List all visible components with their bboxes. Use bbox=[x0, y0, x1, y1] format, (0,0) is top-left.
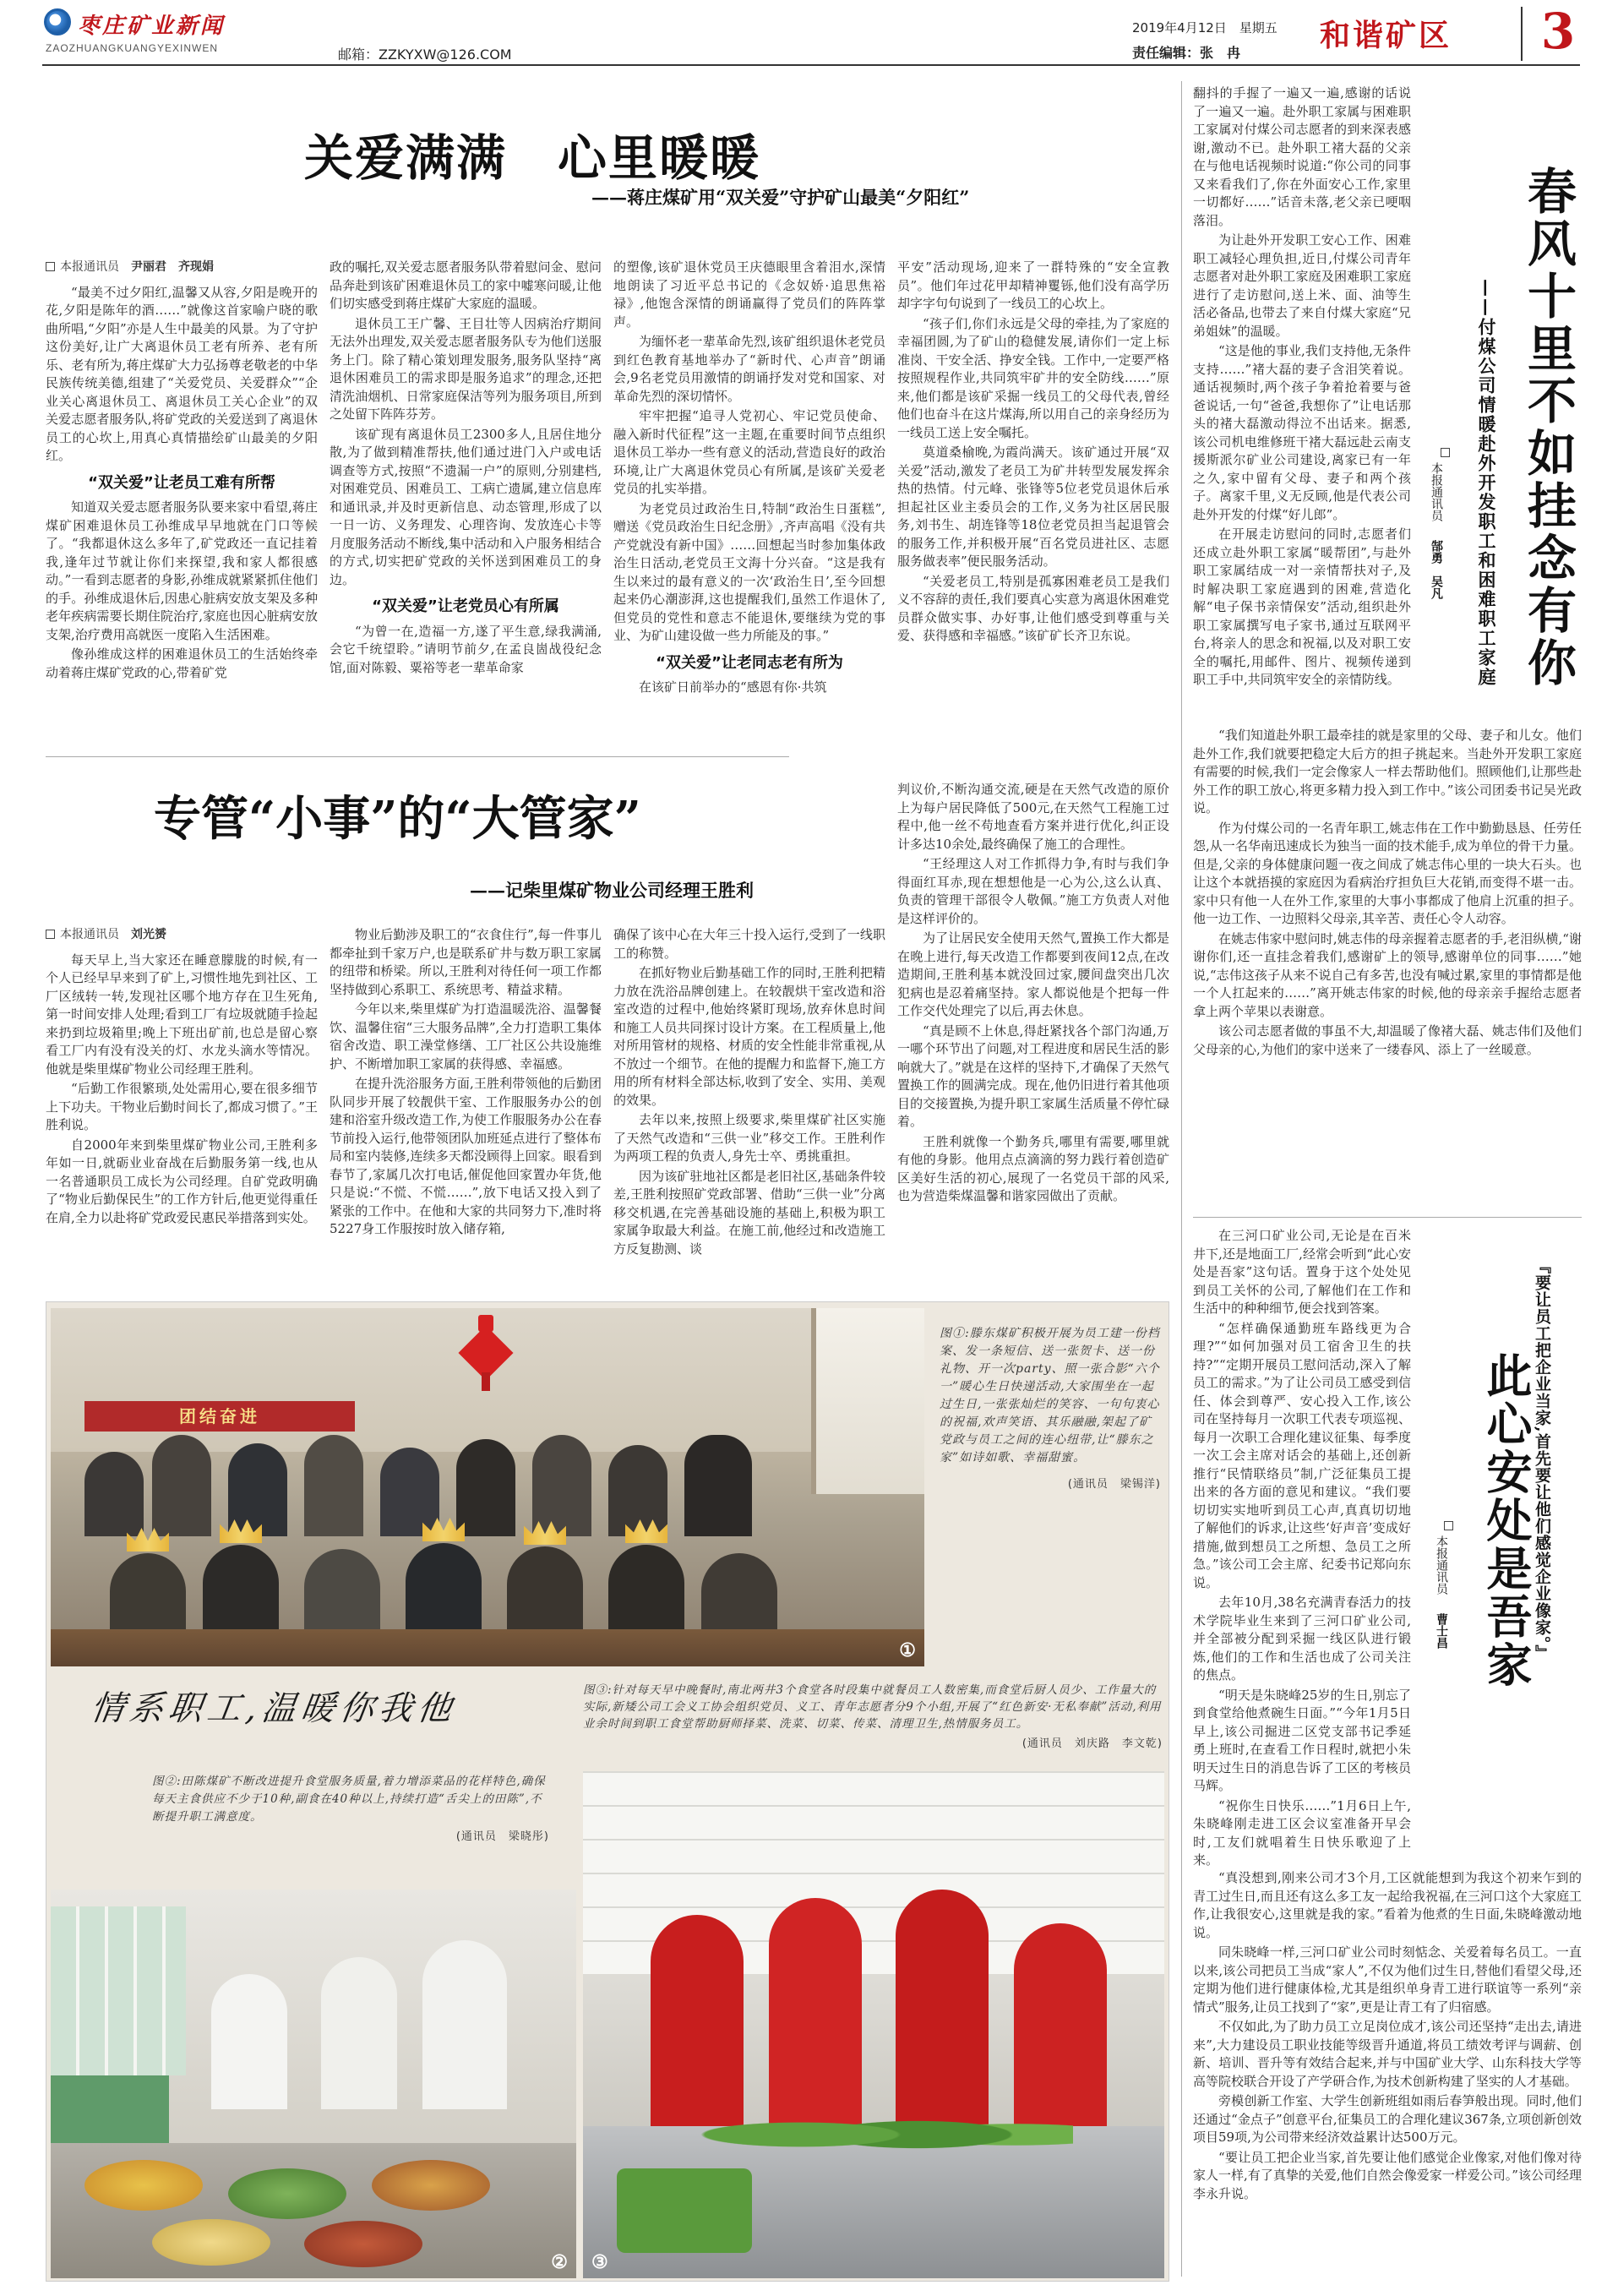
issue-date: 2019年4月12日 星期五 bbox=[1132, 20, 1278, 35]
paragraph: 去年10月,38名充满青春活力的技术学院毕业生来到了三河口矿业公司,并全部被分配到采掘一线区队进行锻炼,他们的工作和生活也成了公司关注的焦点。 bbox=[1193, 1595, 1411, 1682]
cook-figure bbox=[321, 1957, 397, 2109]
article1-col1 bbox=[46, 259, 318, 749]
paper-pinyin: ZAOZHUANGKUANGYEXINWEN bbox=[46, 42, 219, 54]
canteen-window bbox=[51, 1906, 186, 2075]
calligraphy-title: 情系职工,温暖你我他 bbox=[88, 1689, 460, 1728]
paragraph: 为了让居民安全使用天然气,置换工作大都是在晚上进行,每天改造工作都要到夜间12点,在改造期间,王胜利基本就没回过家,腰间盘突出几次犯病也是忍着痛坚持。家人都说他是个把每一件工作交代处理完了以后,再去休息。 bbox=[897, 930, 1169, 1018]
right-column-rule bbox=[1181, 81, 1182, 2277]
food-tray bbox=[228, 2168, 346, 2219]
paragraph: 在姚志伟家中慰问时,姚志伟的母亲握着志愿者的手,老泪纵横,“谢谢你们,还一直挂念着我们,感谢矿上的领导,感谢单位的同事……”她说,“志伟这孩子从来不说自己有多苦,也没有喊过累,家里的事情都是他一个人扛起来的……”离开姚志伟家的时候,他的母亲亲手握给志愿者拿上两个苹果以表谢意。 bbox=[1193, 930, 1582, 1019]
credit-photo1: (通讯员 梁锡洋) bbox=[1067, 1478, 1161, 1491]
paragraph: 莫道桑榆晚,为霞尚满天。该矿通过开展“双关爱”活动,激发了老员工为矿井转型发展发挥余热的热情。付元峰、张锋等5位老党员退休后承担起社区业主委员会的工作,义务为社区居民服务,刘书生、胡连锋等18位老党员担当起退管会的服务工作,并积极开展“百名党员进社区、志愿服务做表率”便民服务活动。 bbox=[897, 444, 1169, 569]
paragraph: 为老党员过政治生日,特制“政治生日蛋糕”,赠送《党员政治生日纪念册》,齐声高唱《没有共产党就没有新中国》……回想起当时参加集体政治生日活动,老党员王文海十分兴奋。“这是我有生以来过的最有意义的一次‘政治生日’,至今回想起来仍心潮澎湃,这也提醒我们,虽然工作退休了,但党员的党性和意志不能退休,要继续为党的事业、为矿山建设做一些力所能及的事。” bbox=[613, 500, 885, 643]
paragraph: 为缅怀老一辈革命先烈,该矿组织退休老党员到红色教育基地举办了“新时代、心声音”朗诵会,9名老党员用激情的朗诵抒发对党和国家、对革命先烈的深切情怀。 bbox=[613, 334, 885, 404]
paragraph: 牢牢把握“追寻人党初心、牢记党员使命、融入新时代征程”这一主题,在重要时间节点组织退休员工举办一些有意义的活动,营造良好的政治环境,让广大离退休党员心有所属,是该矿关爱老党员的扎实举措。 bbox=[613, 408, 885, 496]
photo2-marker: ② bbox=[551, 2251, 568, 2273]
byline-box-icon bbox=[46, 930, 55, 939]
article4-subtitle: 『要让员工把企业当家,首先要让他们感觉企业像家。』 bbox=[1533, 1257, 1551, 1662]
paragraph: 在开展走访慰问的同时,志愿者们还成立赴外职工家属“暖帮团”,与赴外职工家属结成一对一亲情帮扶对子,及时解决职工家庭遇到的困难,营造化解“电子保书亲情保安”活动,组织赴外职工家属撰写电子家书,通过互联网平台,将亲人的思念和祝福,以及对职工安全的嘱托,用邮件、图片、视频传递到职工手中,共同筑牢安全的亲情防线。 bbox=[1193, 526, 1411, 687]
paragraph: “王经理这人对工作抓得力争,有时与我们争得面红耳赤,现在想想他是一心为公,这么认真、负责的管理干部很令人敬佩。”施工方负责人对他是这样评价的。 bbox=[897, 856, 1169, 926]
paragraph: 去年以来,按照上级要求,柴里煤矿社区实施了天然气改造和“三供一业”移交工作。王胜利作为两项工程的负责人,身先士卒、勇挑重担。 bbox=[613, 1112, 885, 1164]
article4-top-col bbox=[1193, 1227, 1411, 1869]
article1-subheading-1: “双关爱”让老员工难有所帮 bbox=[88, 473, 275, 492]
paragraph: “怎样确保通勤班车路线更为合理?”“如何加强对员工宿舍卫生的扶持?”“定期开展员工慰问活动,深入了解员工的需求。”为了让公司员工感受到信任、体会到尊严、安心投入工作,该公司在坚持每月一次职工代表专项巡视、每月一次职工合理化建议征集、每季度一次工会主席对话会的基础上,还创新推行“民情联络员”制,广泛征集员工提出来的各方面的意见和建议。“我们要切切实实地听到员工心声,真真切切地了解他们的诉求,让这些‘好声音’变成好措施,做到想员工之所想、急员工之所急。”该公司工会主席、纪委书记郑向东说。 bbox=[1193, 1320, 1411, 1590]
paragraph: 自2000年来到柴里煤矿物业公司,王胜利多年如一日,就砺业业奋战在后勤服务第一线,也从一名普通职员工成长为公司经理。自矿党政明确了“物业后勤保民生”的工作方针后,他更觉得重任在肩,全力以赴将矿党政爱民惠民举措落到实处。 bbox=[46, 1137, 318, 1225]
vegetables bbox=[684, 2101, 1073, 2168]
crown-icon bbox=[422, 1518, 465, 1541]
article2-byline: 本报通讯员 刘光赟 bbox=[46, 926, 318, 945]
byline-box-icon bbox=[46, 262, 55, 271]
paragraph: 的塑像,该矿退休党员王庆德眼里含着泪水,深情地朗读了习近平总书记的《念奴娇·追思焦裕禄》,他饱含深情的朗诵赢得了党员们的阵阵掌声。 bbox=[613, 259, 885, 330]
page-number: 3 bbox=[1540, 3, 1576, 60]
masthead-rule bbox=[42, 64, 1580, 66]
paragraph: 退休员工王广馨、王目壮等人因病治疗期间无法外出理发,双关爱志愿者服务队专为他们送服务上门。除了精心策划理发服务,服务队坚持“离退休困难员工的需求即是服务追求”的理念,还把清洗油烟机、日常家庭保洁等列为服务项目,所到之处留下阵阵芬芳。 bbox=[330, 315, 602, 422]
article2-subtitle: ——记柴里煤矿物业公司经理王胜利 bbox=[470, 880, 754, 901]
article1-col4 bbox=[897, 259, 1169, 749]
article1-bottom-rule bbox=[46, 756, 789, 757]
masthead bbox=[0, 0, 1618, 66]
vegetable-basket bbox=[617, 2168, 752, 2253]
editor-credit: 责任编辑：张 冉 bbox=[1132, 45, 1241, 61]
caption-photo3: 图③:针对每天早中晚餐时,南北两井3个食堂各时段集中就餐员工人数密集,而食堂后厨人员少、工作量大的实际,新矮公司工会义工协会组织党员、义工、青年志愿者分9个小组,开展了“红色新安·无私奉献”活动,利用业余时间到职工食堂帮助厨师择菜、洗菜、切菜、传菜、清理卫生,热情服务员工。 (通讯员 刘庆路 李文乾) bbox=[583, 1682, 1163, 1753]
food-tray bbox=[84, 2160, 203, 2211]
chinese-knot-decoration bbox=[456, 1315, 515, 1391]
byline-box-icon bbox=[1444, 1521, 1453, 1530]
paper-name: 枣庄矿业新闻 bbox=[78, 14, 226, 39]
article2-title: 专管“小事”的“大管家” bbox=[154, 791, 641, 847]
article3-title: 春风十里不如挂念有你 bbox=[1519, 166, 1577, 690]
paragraph: “我们知道赴外职工最牵挂的就是家里的父母、妻子和儿女。他们赴外工作,我们就要把稳定大后方的担子挑起来。当赴外开发职工家庭有需要的时候,我们一定会像家人一样去帮助他们。照顾他们,让那些赴外工作的职工放心,将更多精力投入到工作中。”该公司团委书记吴光政说。 bbox=[1193, 728, 1582, 815]
article1-col2 bbox=[330, 259, 602, 749]
photo-birthday-group bbox=[51, 1308, 924, 1666]
article3-top-col bbox=[1193, 85, 1411, 718]
article1-title: 关爱满满 心里暖暖 bbox=[304, 129, 761, 187]
window bbox=[811, 1308, 924, 1494]
paragraph: “要让员工把企业当家,首先要让他们感觉企业像家,对他们像对待家人一样,有了真挚的关爱,他们自然会像爱家一样爱公司。”该公司经理李永升说。 bbox=[1193, 2149, 1582, 2201]
article1-byline: 本报通讯员 尹丽君 齐现娟 bbox=[46, 259, 318, 277]
article4-byline: 本报通讯员 曹士昌 bbox=[1433, 1521, 1463, 1649]
photo-table bbox=[51, 1629, 924, 1666]
article1-subheading-3: “双关爱”让老同志老有所为 bbox=[656, 653, 843, 672]
paragraph: “最美不过夕阳红,温馨又从容,夕阳是晚开的花,夕阳是陈年的酒……”就像这首家喻户晓的歌曲所唱,“夕阳”亦是人生中最美的风景。为了守护这份美好,让广大离退休员工老有所养、老有所乐、老有所为,蒋庄煤矿大力弘扬尊老敬老的中华民族传统美德,组建了“关爱党员、关爱群众”“企业关心离退休员工、离退休员工关心企业”的双关爱志愿者服务队,将矿党政的关爱送到了离退休员工的心坎上,用真心真情描绘矿山最美的夕阳红。 bbox=[46, 284, 318, 463]
paragraph: 该矿现有离退休员工2300多人,且居住地分散,为了做到精准帮扶,他们通过进门入户或电话调查等方式,按照“不遗漏一户”的原则,分别建档,对困难党员、困难员工、工病亡遗属,建立信息库和通讯录,并及时更新信息、动态管理,形成了以一日一访、义务理发、心理咨询、发放连心卡等月度服务活动不断线,集中活动和入户服务相结合的方式,切实把矿党政的关怀送到困难员工的身边。 bbox=[330, 426, 602, 587]
article2-col2 bbox=[330, 926, 602, 1291]
crown-icon bbox=[625, 1519, 667, 1543]
logo-icon bbox=[44, 8, 71, 35]
paragraph: “后勤工作很繁琐,处处需用心,要在很多细节上下功夫。干物业后勤时间长了,都成习惯了。”王胜利说。 bbox=[46, 1081, 318, 1132]
paragraph: 为让赴外开发职工安心工作、困难职工减轻心理负担,近日,付煤公司青年志愿者对赴外职工家庭及困难职工家庭进行了走访慰问,送上米、面、油等生活必备品,也带去了来自付煤大家庭“兄弟姐妹”的温暖。 bbox=[1193, 232, 1411, 339]
paragraph: 不仅如此,为了助力员工立足岗位成才,该公司还坚持“走出去,请进来”,大力建设员工职业技能等级晋升通道,将员工绩效考评与调薪、创新、培训、晋升等有效结合起来,并与中国矿业大学、山东科技大学等高等院校联合开设了产学研合作,为技术创新构建了坚实的人才基础。 bbox=[1193, 2019, 1582, 2089]
paragraph: 因为该矿驻地社区都是老旧社区,基础条件较差,王胜利按照矿党政部署、借助“三供一业”分离移交机遇,在完善基础设施的基础上,积极为职工家属争取最大利益。在施工前,他经过和改造施工方反复勘测、谈 bbox=[613, 1168, 885, 1257]
paragraph: 作为付煤公司的一名青年职工,姚志伟在工作中勤勤恳恳、任劳任怨,从一名华南迅速成长为独当一面的技术能手,成为单位的骨干力量。但是,父亲的身体健康问题一夜之间成了姚志伟心里的一块大石头。也让这个本就捂摸的家庭因为看病治疗担负巨大花销,而变得不堪一击。家中只有他一人在外工作,家里的大事小事都成了他肩上沉重的担子。他一边工作、一边照料父母亲,其辛苦、责任心令人动容。 bbox=[1193, 820, 1582, 926]
article1-subtitle: ——蒋庄煤矿用“双关爱”守护矿山最美“夕阳红” bbox=[591, 187, 970, 208]
paragraph: 在三河口矿业公司,无论是在百米井下,还是地面工厂,经常会听到“此心安处是吾家”这句话。置身于这个处处见到员工关怀的公司,了解他们在工作和生活中的种种细节,便会找到答案。 bbox=[1193, 1228, 1411, 1316]
crown-icon bbox=[127, 1528, 169, 1552]
article4-title: 此心安处是吾家 bbox=[1479, 1352, 1534, 1689]
article1-subheading-2: “双关爱”让老党员心有所属 bbox=[372, 597, 559, 615]
crown-icon bbox=[524, 1521, 566, 1545]
paragraph: 像孙维成这样的困难退休员工的生活始终牵动着蒋庄煤矿党政的心,带着矿党 bbox=[46, 646, 318, 680]
photo-canteen-food bbox=[51, 1890, 576, 2278]
paragraph: 政的嘱托,双关爱志愿者服务队带着慰问金、慰问品奔赴到该矿困难退休员工的家中嘘寒问暖,让他们切实感受到蒋庄煤矿大家庭的温暖。 bbox=[330, 259, 602, 311]
cook-figure bbox=[422, 1940, 507, 2109]
paragraph: “真是顾不上休息,得赶紧找各个部门沟通,万一哪个环节出了问题,对工程进度和居民生活的影响就大了。”就是在这样的坚持下,才确保了天然气置换工作的圆满完成。现在,他仍旧进行着其他项目的交接置换,为提升职工家属生活质量不停忙碌着。 bbox=[897, 1023, 1169, 1129]
article4-wide-col bbox=[1193, 1869, 1582, 2275]
email-text: 邮箱：ZZKYXW@126.COM bbox=[338, 46, 512, 63]
food-tray bbox=[152, 2219, 270, 2266]
paragraph: 确保了该中心在大年三十投入运行,受到了一线职工的称赞。 bbox=[613, 927, 885, 961]
paragraph: 翻抖的手握了一遍又一遍,感谢的话说了一遍又一遍。赴外职工家属与困难职工家属对付煤公司志愿者的到来深表感谢,激动不已。赴外职工褚大磊的父亲在与他电话视频时说道:“你公司的同事又来看我们了,你在外面安心工作,家里一切都好……”话音未落,老父亲已哽咽落泪。 bbox=[1193, 85, 1411, 228]
cook-figure bbox=[211, 1974, 287, 2109]
paragraph: 在提升洗浴服务方面,王胜利带领他的后勤团队同步开展了较靓供干室、工作服服务办公的创建和浴室升级改造工作,为使工作服服务办公在春节前投入运行,他带领团队加班延点进行了整体布局和室内装修,连续多天都没顾得上回家。眼看到春节了,家属几次打电话,催促他回家置办年货,他只是说:“不慌、不慌……”,放下电话又投入到了紧张的工作中。在他和大家的共同努力下,准时将5227身工作服按时放入储存箱, bbox=[330, 1076, 602, 1236]
section-name: 和谐矿区 bbox=[1320, 18, 1452, 53]
paragraph: 在该矿日前举办的“感恩有你·共筑 bbox=[639, 679, 827, 695]
volunteer-figure bbox=[769, 1898, 862, 2135]
paragraph: “祝你生日快乐……”1月6日上午,朱晓峰刚走进工区会议室准备开早会时,工友们就唱着生日快乐歌迎了上来。 bbox=[1193, 1797, 1411, 1868]
paragraph: 该公司志愿者做的事虽不大,却温暖了像褚大磊、姚志伟们及他们父母亲的心,为他们的家中送来了一缕春风、添上了一丝暖意。 bbox=[1193, 1023, 1582, 1057]
paragraph: “真没想到,刚来公司才3个月,工区就能想到为我这个初来乍到的青工过生日,而且还有这么多工友一起给我祝福,在三河口这个大家庭工作,让我很安心,这里就是我的家。”看着为他煮的生日面,朱晓峰激动地说。 bbox=[1193, 1870, 1582, 1940]
food-tray bbox=[372, 2160, 490, 2211]
article3-wide-col bbox=[1193, 727, 1582, 1217]
paragraph: 每天早上,当大家还在睡意朦胧的时候,有一个人已经早早来到了矿上,习惯性地先到社区、工厂区绒转一转,发现社区哪个地方存在卫生死角,第一时间安排人处理;看到工厂有垃圾就随手捡起来扔到垃圾箱里;晚上下班出矿前,也总是留心察看工厂内有没有没关的灯、水龙头滴水等情况。他就是柴里煤矿物业公司经理王胜利。 bbox=[46, 952, 318, 1077]
paragraph: 王胜利就像一个勤务兵,哪里有需要,哪里就有他的身影。他用点点滴滴的努力践行着创造矿区美好生活的初心,展现了一名党员干部的风采,也为营造柴煤温馨和谐家园做出了贡献。 bbox=[897, 1133, 1169, 1203]
paragraph: “孩子们,你们永远是父母的牵挂,为了家庭的幸福团圆,为了矿山的稳健发展,请你们一定上标准岗、干安全活、挣安全钱。工作中,一定要严格按照规程作业,共同筑牢矿井的安全防线……”原来,他们都是该矿采掘一线员工的父母代表,曾经他们也奋斗在这片煤海,所以用自己的亲身经历为一线员工送上安全嘱托。 bbox=[897, 315, 1169, 440]
paragraph: 知道双关爱志愿者服务队要来家中看望,蒋庄煤矿困难退休员工孙维成早早地就在门口等候了。“我都退休这么多年了,矿党政还一直记挂着我,逢年过节就让你们来探望,我和家人都很感动。”一看到志愿者的身影,孙维成就紧紧抓住他们的手。孙维成退休后,因患心脏病安放支架及多种老年疾病需要长期住院治疗,家庭也因心脏病安放支架,治疗费用高就医一度陷入生活困难。 bbox=[46, 499, 318, 642]
article2-col3 bbox=[613, 926, 885, 1291]
birthday-banner: 团结奋进 bbox=[84, 1401, 355, 1432]
photo1-marker: ① bbox=[899, 1639, 916, 1661]
article1-col3 bbox=[613, 259, 885, 749]
photo-volunteers-kitchen bbox=[583, 1771, 1164, 2278]
article2-col1 bbox=[46, 926, 318, 1291]
paragraph: 同朱晓峰一样,三河口矿业公司时刻惦念、关爱着每名员工。一直以来,该公司把员工当成“家人”,不仅为他们过生日,替他们看望父母,还定期为他们进行健康体检,尤其是组织单身青工进行联谊等一系列“亲情式”服务,让员工找到了“家”,更是让青工有了归宿感。 bbox=[1193, 1944, 1582, 2015]
article3-byline: 本报通讯员 郜勇 吴凡 bbox=[1428, 448, 1462, 599]
paragraph: 今年以来,柴里煤矿为打造温暖洗浴、温馨餐饮、温馨住宿“三大服务品牌”,全力打造职工集体宿舍改造、职工澡堂修缮、工厂社区公共设施维护、不断增加职工家属的获得感、幸福感。 bbox=[330, 1001, 602, 1072]
paragraph: 在抓好物业后勤基础工作的同时,王胜利把精力放在洗浴品牌创建上。在较靓烘干室改造和浴室改造的过程中,他始终紧盯现场,放弃休息时间和施工人员共同探讨设计方案。在工程质量上,他对所用管材的规格、材质的安全性能非常重视,从不放过一个细节。在他的提醒力和监督下,施工方用的所有材料全部达标,收到了安全、实用、美观的效果。 bbox=[613, 965, 885, 1108]
masthead-divider bbox=[1521, 7, 1523, 61]
credit-photo3: (通讯员 刘庆路 李文乾) bbox=[1021, 1737, 1163, 1750]
paragraph: “为曾一在,造福一方,遂了平生意,绿我满涌,会它千统望聆。”请明节前夕,在孟良崮战役纪念馆,面对陈毅、粟裕等老一辈革命家 bbox=[330, 623, 602, 675]
credit-photo2: (通讯员 梁晓彤) bbox=[455, 1830, 549, 1843]
caption-photo2: 图②:田陈煤矿不断改进提升食堂服务质量,着力增添菜品的花样特色,确保每天主食供应不少于10种,副食在40种以上,持续打造“舌尖上的田陈”,不断提升职工满意度。 (通讯员 梁晓彤) bbox=[152, 1773, 549, 1846]
paragraph: 物业后勤涉及职工的“衣食住行”,每一件事儿都牵扯到千家万户,也是联系矿井与数万职工家属的纽带和桥梁。所以,王胜利对待任何一项工作都坚持做到心系职工、系统思考、精益求精。 bbox=[330, 927, 602, 997]
byline-box-icon bbox=[1441, 448, 1450, 457]
paragraph: “明天是朱晓峰25岁的生日,别忘了到食堂给他煮碗生日面。”“今年1月5日早上,该公司掘进二区党支部书记季延勇上班时,在查看工作日程时,就把小朱明天过生日的消息告诉了工区的考核员马辉。 bbox=[1193, 1687, 1411, 1793]
paragraph: “这是他的事业,我们支持他,无条件支持……”褚大磊的妻子含泪笑着说。通话视频时,两个孩子争着抢着要与爸爸说话,一句“爸爸,我想你了”让电话那头的褚大磊激动得泣不出话来。据悉,该公司机电维修班干褚大磊远赴云南支援斯派尔矿业公司建设,离家已有一年之久,家中留有父母、妻子和两个孩子。离家千里,义无反顾,他是代表公司赴外开发的付煤“好儿郎”。 bbox=[1193, 343, 1411, 522]
volunteer-figure bbox=[896, 1890, 989, 2135]
article3-bottom-rule bbox=[1193, 1217, 1582, 1218]
crown-icon bbox=[220, 1519, 262, 1543]
paragraph: “关爱老员工,特别是孤寡困难老员工是我们义不容辞的责任,我们要真心实意为离退休困难党员群众做实事、办好事,让他们感受到尊重与关爱、获得感和幸福感。”该矿矿长齐卫东说。 bbox=[897, 573, 1169, 643]
article2-col4 bbox=[897, 781, 1169, 1291]
caption-photo1: 图①:滕东煤矿积极开展为员工建一份档案、发一条短信、送一张贺卡、送一份礼物、开一次party、照一张合影“六个一”暖心生日快递活动,大家围坐在一起过生日,一张张灿烂的笑容、一句句衷心的祝福,欢声笑语、其乐融融,架起了矿党政与员工之间的连心纽带,让“滕东之家”如诗如歌、幸福甜蜜。 (通讯员 梁锡洋) bbox=[940, 1325, 1161, 1493]
photo3-marker: ③ bbox=[591, 2251, 608, 2273]
paragraph: 平安”活动现场,迎来了一群特殊的“安全宣教员”。他们年过花甲却精神矍铄,他们没有高学历却字字句句说到了一线员工的心坎上。 bbox=[897, 259, 1169, 311]
paragraph: 判议价,不断沟通交流,硬是在天然气改造的原价上为每户居民降低了500元,在天然气工程施工过程中,他一丝不苟地查看方案并进行优化,纠正设计多达10余处,最终确保了施工的合理性。 bbox=[897, 782, 1169, 852]
article3-subtitle: ——付煤公司情暖赴外开发职工和困难职工家庭 bbox=[1476, 279, 1497, 687]
paragraph: 旁模创新工作室、大学生创新班组如雨后春笋般出现。同时,他们还通过“金点子”创意平台,征集员工的合理化建议367条,立项创新创效项目59项,为公司带来经济效益累计达500万元。 bbox=[1193, 2093, 1582, 2145]
food-tray bbox=[304, 2221, 422, 2267]
